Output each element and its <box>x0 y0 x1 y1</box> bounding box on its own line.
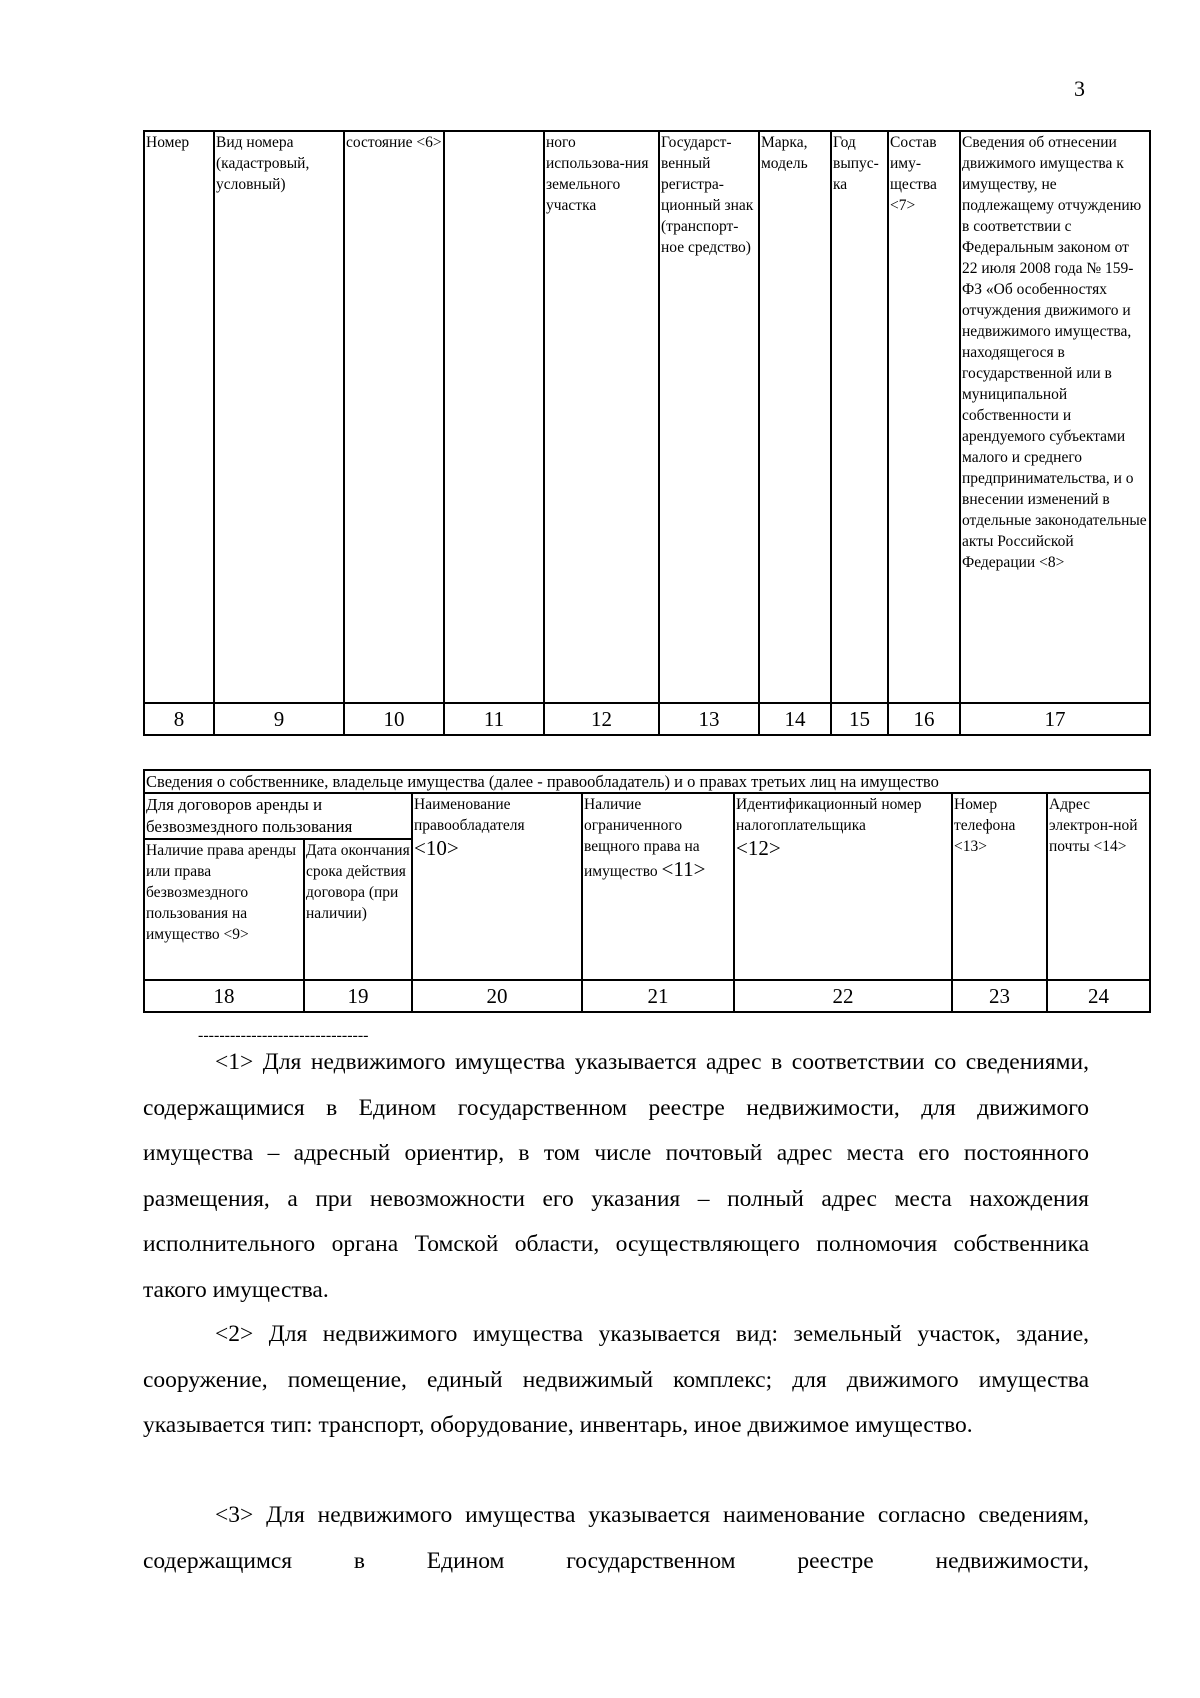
col-header-alienation: Сведения об отнесении движимого имущества к имуществу, не подлежащему отчуждению в соответствии с Федеральным законом от 22 июля 2008 года № 159-ФЗ «Об особенностях отчуждения движимого и недвижимого имущества, находящегося в государственной или в муниципальной собственности и арендуемого субъектами малого и среднего предпринимательства, и о внесении изменений в отдельные законодательные акты Российской Федерации <8> <box>960 131 1150 703</box>
email-header: Адрес электрон-ной почты <14> <box>1047 793 1150 980</box>
holder-name-header <box>412 793 582 980</box>
real-right-label: Наличие ограниченного вещного права на <box>584 796 700 855</box>
col-num-9: 9 <box>214 703 344 735</box>
col-header-land-use: ного использова-ния земельного участка <box>544 131 659 703</box>
col-num-22: 22 <box>734 980 952 1012</box>
holder-name-label: Наименование правообладателя <box>414 796 525 834</box>
footnote-1 <box>143 1040 1089 1313</box>
col-num-20: 20 <box>412 980 582 1012</box>
footnote-2 <box>143 1312 1089 1449</box>
rightholder-title: Сведения о собственнике, владельце имущества (далее - правообладатель) и о правах третьих лиц на имущество <box>144 770 1150 793</box>
col-header-year: Год выпус-ка <box>831 131 888 703</box>
col-num-8: 8 <box>144 703 214 735</box>
page-number: 3 <box>1074 76 1085 101</box>
col-num-17: 17 <box>960 703 1150 735</box>
col-header-number-type: Вид номера (кадастровый, условный) <box>214 131 344 703</box>
col-header-empty <box>444 131 544 703</box>
col-num-16: 16 <box>888 703 960 735</box>
contract-end-date-header: Дата окончания срока действия договора (при наличии) <box>304 839 412 980</box>
col-num-14: 14 <box>759 703 831 735</box>
header-row <box>144 131 1150 703</box>
col-header-brand: Марка, модель <box>759 131 831 703</box>
inn-label: Идентификационный номер налогоплательщика <box>736 796 922 834</box>
footnote-separator: -------------------------------- <box>198 1027 369 1044</box>
col-num-15: 15 <box>831 703 888 735</box>
col-num-21: 21 <box>582 980 734 1012</box>
col-num-10: 10 <box>344 703 444 735</box>
rightholder-table <box>143 769 1151 1013</box>
lease-group-header: Для договоров аренды и безвозмездного пользования <box>144 793 412 839</box>
inn-header <box>734 793 952 980</box>
lease-right-header: Наличие права аренды или права безвозмездного пользования на имущество <9> <box>144 839 304 980</box>
col-num-13: 13 <box>659 703 759 735</box>
col-num-19: 19 <box>304 980 412 1012</box>
col-num-18: 18 <box>144 980 304 1012</box>
title-row <box>144 770 1150 793</box>
footnote-2-text: <2> Для недвижимого имущества указывается вид: земельный участок, здание, сооружение, помещение, единый недвижимый комплекс; для движимого имущества указывается тип: транспорт, оборудование, инвентарь, иное движимое имущество. <box>143 1321 1089 1438</box>
footnote-3-text: <3> Для недвижимого имущества указывается наименование согласно сведениям, содержащимся в Едином государственном реестре недвижимости, <box>143 1502 1089 1574</box>
real-right-ref: <11> <box>661 857 706 881</box>
footnote-3 <box>143 1493 1089 1584</box>
column-number-row <box>144 980 1150 1012</box>
property-table-continuation <box>143 130 1151 736</box>
real-right-tail: имущество <box>584 863 658 880</box>
col-header-state: состояние <6> <box>344 131 444 703</box>
col-num-24: 24 <box>1047 980 1150 1012</box>
phone-header: Номер телефона <13> <box>952 793 1047 980</box>
col-num-11: 11 <box>444 703 544 735</box>
inn-ref: <12> <box>736 836 781 860</box>
group-header-row <box>144 793 1150 839</box>
col-header-number: Номер <box>144 131 214 703</box>
column-number-row <box>144 703 1150 735</box>
footnote-1-text: <1> Для недвижимого имущества указывается адрес в соответствии со сведениями, содержащимися в Едином государственном реестре недвижимости, для движимого имущества – адресный ориентир, в том числе почтовый адрес места его постоянного размещения, а при невозможности его указания – полный адрес места нахождения исполнительного органа Томской области, осуществляющего полномочия собственника такого имущества. <box>143 1049 1089 1303</box>
col-num-23: 23 <box>952 980 1047 1012</box>
holder-name-ref: <10> <box>414 836 459 860</box>
col-header-composition: Состав иму-щества <7> <box>888 131 960 703</box>
real-right-header <box>582 793 734 980</box>
col-header-reg-plate: Государст-венный регистра-ционный знак (транспорт-ное средство) <box>659 131 759 703</box>
col-num-12: 12 <box>544 703 659 735</box>
